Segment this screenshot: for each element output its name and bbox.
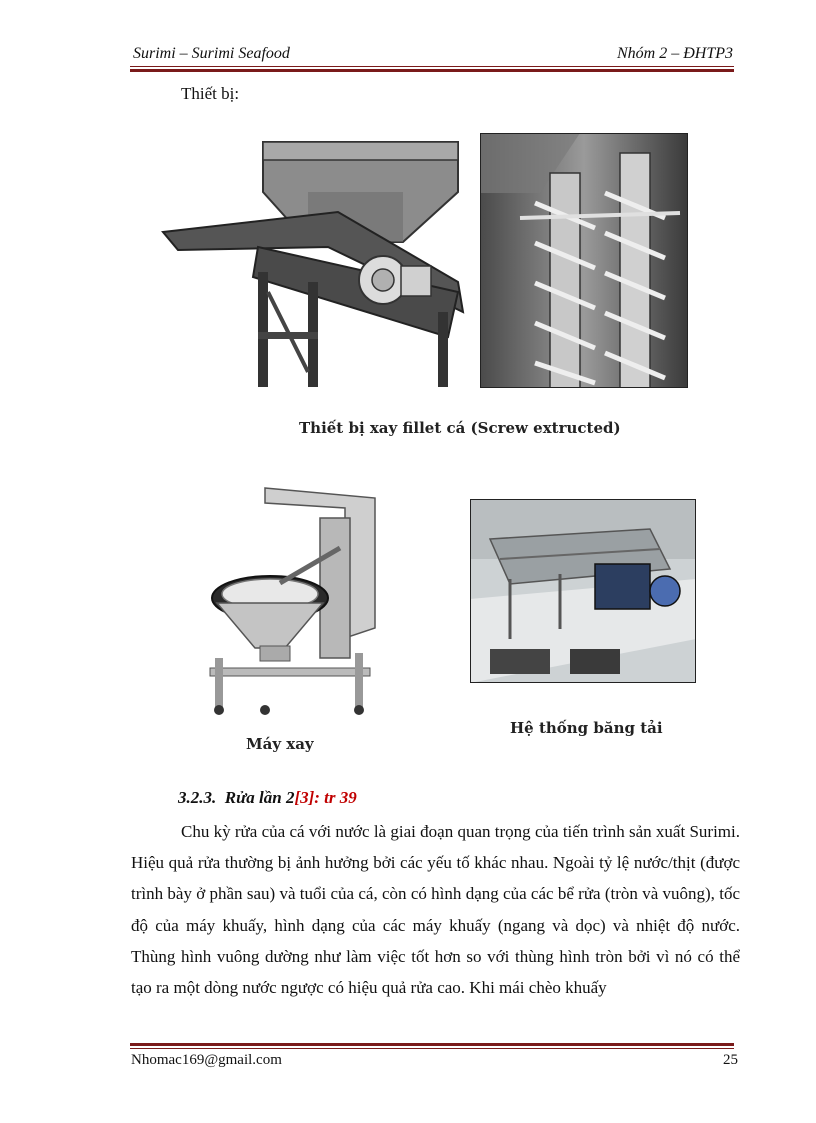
figure-caption-screw-extruder: Thiết bị xay fillet cá (Screw extructed) xyxy=(299,419,621,437)
screw-interior-photo xyxy=(480,133,688,388)
paragraph-text: Chu kỳ rửa của cá với nước là giai đoạn quan trọng của tiến trình sản xuất Surimi. Hiệu quả rửa thường bị ảnh hưởng bởi các yếu tố khác nhau. Ngoài tỷ lệ nước/thịt (được trình bày ở phần sau) và tuổi của cá, còn có hình dạng của các bể rửa (tròn và vuông), tốc độ của máy khuấy, hình dạng của các máy khuấy (ngang và dọc) và nhiệt độ nước. Thùng hình vuông dường như làm việc tốt hơn so với thùng hình tròn bởi vì nó có thể tạo ra một dòng nước ngược có hiệu quả rửa cao. Khi mái chèo khuấy xyxy=(131,822,740,998)
section-label: Thiết bị: xyxy=(181,84,240,103)
body-paragraph xyxy=(131,816,740,1003)
heading-number: 3.2.3. xyxy=(178,788,217,807)
footer-email: Nhomac169@gmail.com xyxy=(131,1052,282,1068)
header-group: Nhóm 2 – ĐHTP3 xyxy=(616,45,733,62)
page-number: 25 xyxy=(723,1052,738,1068)
section-heading xyxy=(178,788,357,808)
figure-caption-grinder: Máy xay xyxy=(246,735,314,753)
figure-caption-conveyor: Hệ thống băng tải xyxy=(510,719,663,737)
grinder-machine-photo xyxy=(205,478,385,718)
screw-extruder-machine-photo xyxy=(158,132,474,390)
header-title: Surimi – Surimi Seafood xyxy=(133,45,290,62)
heading-reference: [3]: tr 39 xyxy=(294,788,357,807)
header-rule xyxy=(130,66,734,72)
conveyor-system-photo xyxy=(470,499,696,683)
heading-title: Rửa lần 2 xyxy=(224,788,295,807)
footer-rule xyxy=(130,1043,734,1049)
